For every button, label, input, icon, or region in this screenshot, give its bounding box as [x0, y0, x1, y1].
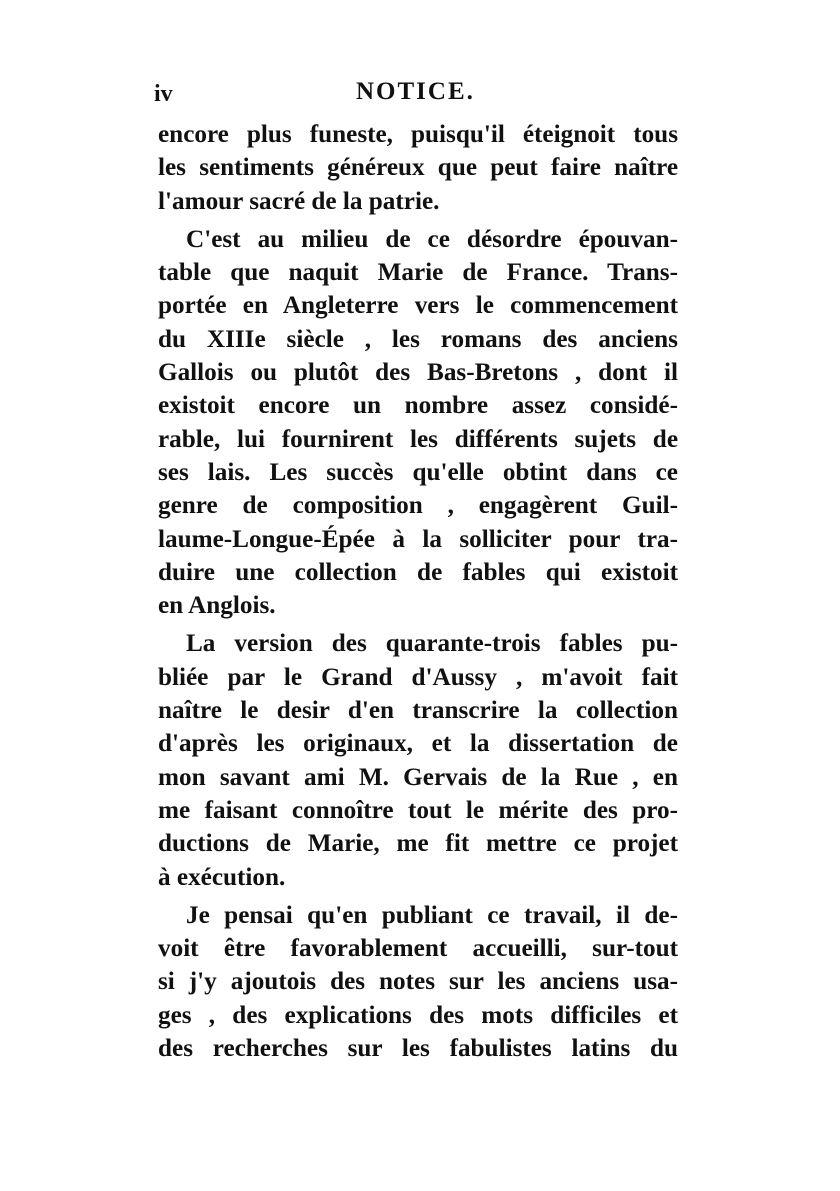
text-line: ses lais. Les succès qu'elle obtint dans ce [158, 458, 678, 486]
text-line: encore plus funeste, puisqu'il éteignoit tous [158, 121, 678, 148]
text-line: l'amour sacré de la patrie. [158, 187, 440, 215]
text-line: naître le desir d'en transcrire la collection [158, 697, 678, 725]
text-line: table que naquit Marie de France. Trans- [158, 259, 678, 287]
text-line: d'après les originaux, et la dissertation de [158, 730, 678, 758]
page-number: iv [154, 81, 173, 107]
paragraph-3 [158, 627, 678, 893]
text-line: voit être favorablement accueilli, sur-tout [158, 935, 678, 963]
paragraph-4 [158, 899, 678, 1065]
text-line: ductions de Marie, me fit mettre ce projet [158, 830, 678, 858]
page-header [154, 78, 678, 118]
paragraph-1 [158, 118, 678, 218]
text-line: laume-Longue-Épée à la solliciter pour tra- [158, 525, 678, 553]
text-line: La version des quarante-trois fables pu- [186, 630, 678, 658]
text-line: C'est au milieu de ce désordre épouvan- [186, 225, 678, 253]
text-line: Je pensai qu'en publiant ce travail, il de- [186, 901, 678, 929]
text-line: me faisant connoître tout le mérite des pro- [158, 796, 678, 824]
text-line: genre de composition , engagèrent Guil- [158, 492, 678, 520]
body-text [158, 118, 678, 1065]
running-title: NOTICE. [356, 78, 475, 105]
text-line: en Anglois. [158, 592, 276, 620]
text-line: du XIIIe siècle , les romans des anciens [158, 325, 678, 353]
text-line: mon savant ami M. Gervais de la Rue , en [158, 763, 678, 791]
text-line: existoit encore un nombre assez considé- [158, 392, 678, 420]
text-line: duire une collection de fables qui existoit [158, 558, 678, 586]
text-line: portée en Angleterre vers le commencement [158, 292, 678, 320]
text-line: les sentiments généreux que peut faire naître [158, 154, 678, 182]
text-line: ges , des explications des mots difficiles et [158, 1001, 678, 1029]
text-line: des recherches sur les fabulistes latins du [158, 1035, 678, 1063]
text-line: bliée par le Grand d'Aussy , m'avoit fait [158, 663, 678, 691]
text-line: si j'y ajoutois des notes sur les anciens usa- [158, 968, 678, 996]
paragraph-2 [158, 223, 678, 623]
text-line: Gallois ou plutôt des Bas-Bretons , dont il [158, 359, 678, 387]
book-page [154, 78, 678, 1065]
text-line: à exécution. [158, 863, 286, 891]
text-line: rable, lui fournirent les différents sujets de [158, 425, 678, 453]
